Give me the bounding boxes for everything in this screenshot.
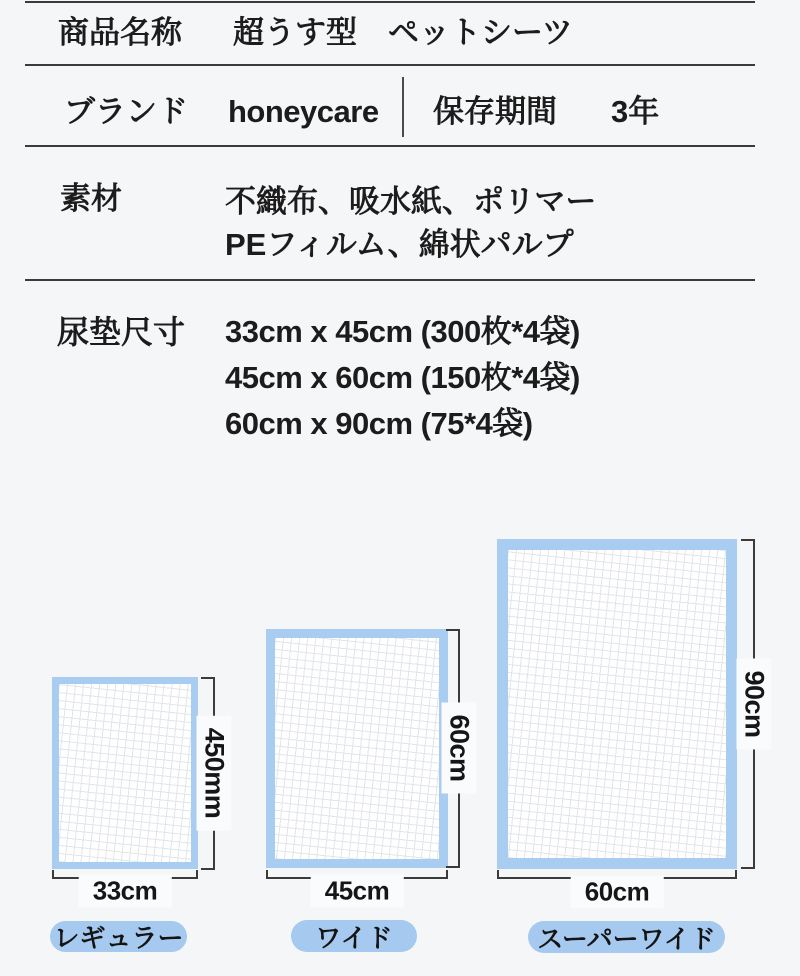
- table-rule-2: [25, 145, 755, 147]
- pad-wide-width-label: 45cm: [311, 875, 404, 908]
- size-badge-wide: ワイド: [291, 920, 417, 952]
- table-rule-3: [25, 279, 755, 281]
- pad-size-values: [225, 309, 580, 447]
- pad-wide-grid: [275, 638, 439, 859]
- pad-wide-height-label: 60cm: [442, 702, 477, 793]
- pad-regular-grid: [59, 684, 191, 862]
- pad-regular-height-tick-top: [201, 677, 213, 679]
- pad-super-wide-height-tick-bottom: [741, 867, 753, 869]
- table-rule-1: [25, 64, 755, 66]
- pad-super-wide-width-label: 60cm: [571, 876, 664, 909]
- pad-wide-height-tick-bottom: [446, 866, 458, 868]
- brand-value: honeycare: [228, 94, 379, 129]
- product-name-label: 商品名称: [58, 15, 182, 50]
- table-rule-top: [25, 1, 755, 3]
- pad-size-option-1: 33cm x 45cm (300枚*4袋): [225, 314, 580, 349]
- pad-size-option-3: 60cm x 90cm (75*4袋): [225, 406, 533, 441]
- pad-super-wide: [497, 539, 737, 869]
- pad-super-wide-width-tick-right: [735, 870, 737, 879]
- size-badge-regular: レギュラー: [50, 921, 187, 952]
- pad-regular: [52, 677, 198, 869]
- pad-super-wide-height-label: 90cm: [737, 658, 772, 749]
- pad-wide-width-tick-left: [266, 870, 268, 879]
- pad-wide-width-tick-right: [446, 870, 448, 879]
- brand-label: ブランド: [64, 94, 188, 129]
- material-line-2: PEフィルム、綿状パルプ: [225, 227, 574, 262]
- pad-wide: [266, 629, 448, 868]
- pad-regular-height-label: 450mm: [197, 716, 232, 831]
- pad-regular-width-label: 33cm: [79, 875, 172, 908]
- pad-wide-height-tick-top: [446, 629, 458, 631]
- material-line-1: 不織布、吸水紙、ポリマー: [225, 184, 597, 219]
- material-label: 素材: [60, 181, 122, 216]
- material-value: [225, 180, 596, 266]
- pad-super-wide-grid: [508, 550, 726, 858]
- pad-regular-width-tick-left: [52, 870, 54, 879]
- pad-regular-width-tick-right: [196, 870, 198, 879]
- shelf-life-value: 3年: [611, 94, 660, 129]
- pad-super-wide-height-tick-top: [741, 539, 753, 541]
- pad-size-label: 尿垫尺寸: [57, 314, 186, 350]
- cell-divider: [402, 77, 404, 137]
- size-badge-super-wide: スーパーワイド: [528, 921, 725, 953]
- shelf-life-label: 保存期間: [433, 94, 557, 129]
- pad-super-wide-width-tick-left: [497, 870, 499, 879]
- product-name-value: 超うす型 ペットシーツ: [233, 15, 573, 50]
- pad-regular-height-tick-bottom: [201, 868, 213, 870]
- pad-size-option-2: 45cm x 60cm (150枚*4袋): [225, 360, 580, 395]
